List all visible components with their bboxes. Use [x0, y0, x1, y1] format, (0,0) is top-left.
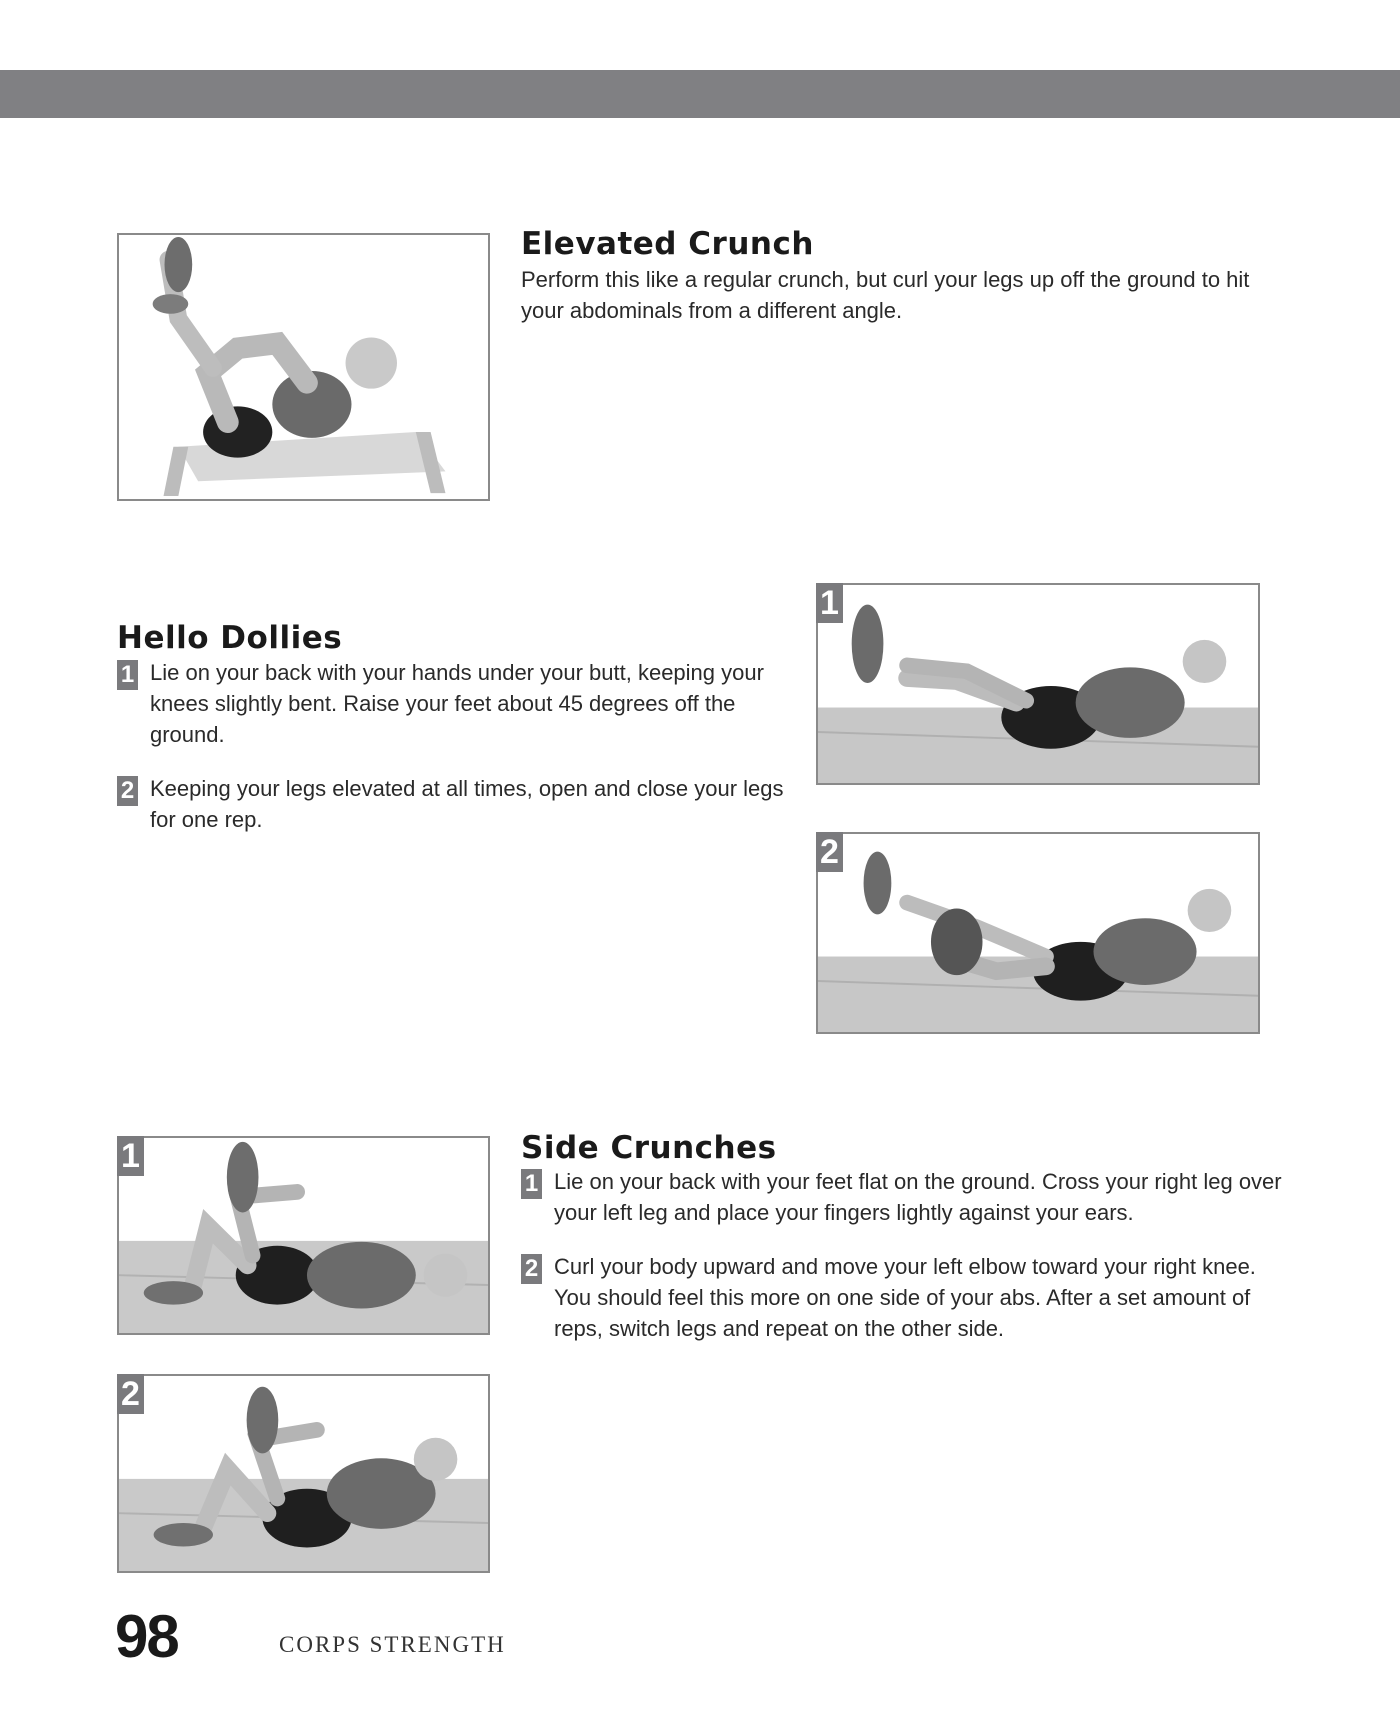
elevated-crunch-title: Elevated Crunch — [521, 226, 814, 262]
step-text: Lie on your back with your hands under your butt, keeping your knees slightly bent. Raise your feet about 45 degrees off the ground. — [150, 660, 764, 747]
hello-dollies-step-1 — [117, 657, 797, 750]
book-title: CORPS STRENGTH — [279, 1632, 506, 1657]
photo-step-badge: 2 — [117, 1374, 144, 1414]
side-crunches-step-1 — [521, 1166, 1291, 1228]
side-crunches-photo-1 — [117, 1136, 490, 1335]
hello-dollies-title: Hello Dollies — [117, 620, 343, 656]
header-bar — [0, 70, 1400, 118]
step-text: Keeping your legs elevated at all times, open and close your legs for one rep. — [150, 776, 784, 832]
photo-step-badge: 2 — [816, 832, 843, 872]
hello-dollies-step-2 — [117, 773, 797, 835]
photo-step-badge: 1 — [816, 583, 843, 623]
hello-dollies-photo-2 — [816, 832, 1260, 1034]
side-crunches-title: Side Crunches — [521, 1130, 777, 1166]
elevated-crunch-photo — [117, 233, 490, 501]
hello-dollies-photo-1 — [816, 583, 1260, 785]
side-crunches-step-2 — [521, 1251, 1291, 1344]
step-number-badge: 2 — [521, 1254, 542, 1284]
step-text: Lie on your back with your feet flat on the ground. Cross your right leg over your left leg and place your fingers lightly against your ears. — [554, 1169, 1282, 1225]
side-crunches-photo-2 — [117, 1374, 490, 1573]
photo-step-badge: 1 — [117, 1136, 144, 1176]
elevated-crunch-description: Perform this like a regular crunch, but curl your legs up off the ground to hit your abdominals from a different angle. — [521, 267, 1250, 323]
step-number-badge: 2 — [117, 776, 138, 806]
page-number: 98 — [115, 1603, 178, 1670]
step-number-badge: 1 — [117, 660, 138, 690]
step-number-badge: 1 — [521, 1169, 542, 1199]
step-text: Curl your body upward and move your left elbow toward your right knee. You should feel this more on one side of your abs. After a set amount of reps, switch legs and repeat on the other side. — [554, 1254, 1256, 1341]
